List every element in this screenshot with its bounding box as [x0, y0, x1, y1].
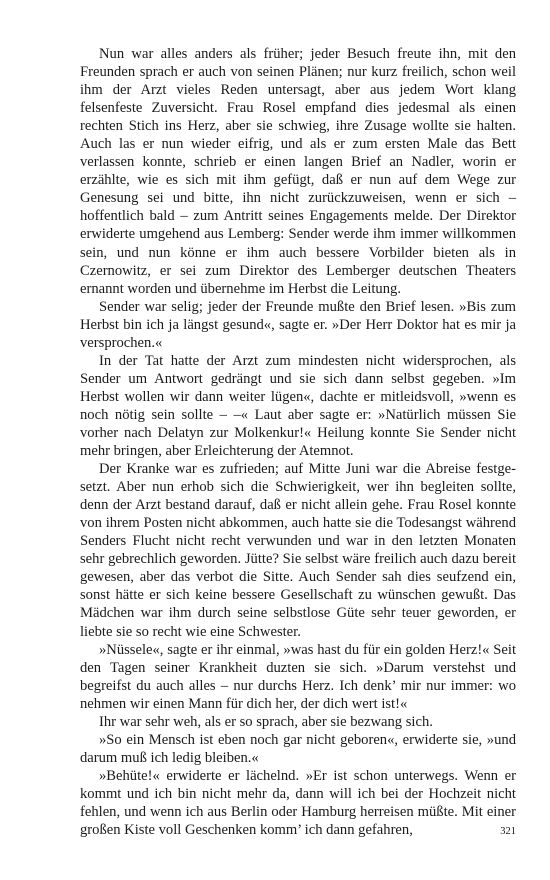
paragraph-5: »Nüssele«, sagte er ihr einmal, »was hast du für ein golden Herz!« Seit den Tagen seiner Krankheit duzten sie sich. »Darum verstehst und begreifst du auch alles – nur durchs Herz. Ich denk’ mir nur immer: wo nehmen wir einen Mann für dich her, der dich wert ist!« — [80, 641, 516, 712]
paragraph-2: Sender war selig; jeder der Freunde mußte den Brief lesen. »Bis zum Herbst bin ich ja längst gesund«, sagte er. »Der Herr Doktor hat es mir ja versprochen.« — [80, 298, 516, 351]
paragraph-7: »So ein Mensch ist eben noch gar nicht geboren«, erwiderte sie, »und darum muß ich ledig bleiben.« — [80, 731, 516, 766]
paragraph-3: In der Tat hatte der Arzt zum mindesten nicht widersprochen, als Sender um Antwort gedrängt und sie sich dann selbst gegeben. »Im Herbst wollen wir dann weiter lügen«, dachte er mitleidsvoll, »wenn es noch nötig sein sollte – –« Laut aber sagte er: »Natürlich müssen Sie vorher nach Delatyn zur Molkenkur!« Heilung konnte Sie Sender nicht mehr bringen, aber Erleichterung der Atemnot. — [80, 352, 516, 460]
body-text — [80, 45, 516, 839]
page-number: 321 — [500, 826, 516, 837]
paragraph-6: Ihr war sehr weh, als er so sprach, aber sie bezwang sich. — [99, 713, 433, 730]
paragraph-1: Nun war alles anders als früher; jeder Besuch freute ihn, mit den Freunden sprach er auch von seinen Plänen; nur kurz freilich, schon weil ihm der Arzt vieles Reden untersagt, aber aus jedem Wort klang felsenfeste Zuversicht. Frau Rosel empfand dies jedesmal als einen rechten Stich ins Herz, aber sie schwieg, ihre Zusage wollte sie halten. Auch las er nun wieder eifrig, und als er zum ersten Male das Bett verlassen konnte, schrieb er einen langen Brief an Nadler, worin er erzählte, wie es sich mit ihm gefügt, daß er nun auf dem Wege zur Genesung sei und bitte, ihn nicht zurückzuweisen, wenn er sich – hoffentlich bald – zum Antritt seines Engagements melde. Der Direktor erwiderte umgehend aus Lemberg: Sender werde ihm immer willkommen sein, und nun könne er ihm auch bessere Vorbilder bieten als in Czernowitz, er sei zum Direktor des Lemberger deutschen Theaters ernannt worden und übernehme im Herbst die Leitung. — [80, 46, 516, 297]
paragraph-8: »Behüte!« erwiderte er lächelnd. »Er ist schon unterwegs. Wenn er kommt und ich bin nicht mehr da, dann will ich bei der Hochzeit nicht fehlen, und wenn ich aus Berlin oder Hamburg herreisen müßte. Mit einer großen Kiste voll Geschenken komm’ ich dann gefahren, — [80, 767, 516, 839]
paragraph-4: Der Kranke war es zufrieden; auf Mitte Juni war die Abreise festgesetzt. Aber nun erhob sich die Schwierigkeit, wer ihn begleiten sollte, denn der Arzt bestand darauf, daß er nicht allein gehe. Frau Rosel konnte von ihrem Posten nicht abkommen, auch hatte sie die Todesangst während Senders Flucht nicht recht verwunden und war in den letzten Monaten sehr gebrechlich geworden. Jütte? Sie selbst wäre freilich auch dazu bereit gewesen, aber das verbot die Sitte. Auch Sender sah dies seufzend ein, sonst hätte er sich keine bessere Gesellschaft zu wünschen gewußt. Das Mädchen war ihm durch seine selbstlose Güte sehr teuer geworden, er liebte sie so recht wie eine Schwester. — [80, 461, 516, 640]
